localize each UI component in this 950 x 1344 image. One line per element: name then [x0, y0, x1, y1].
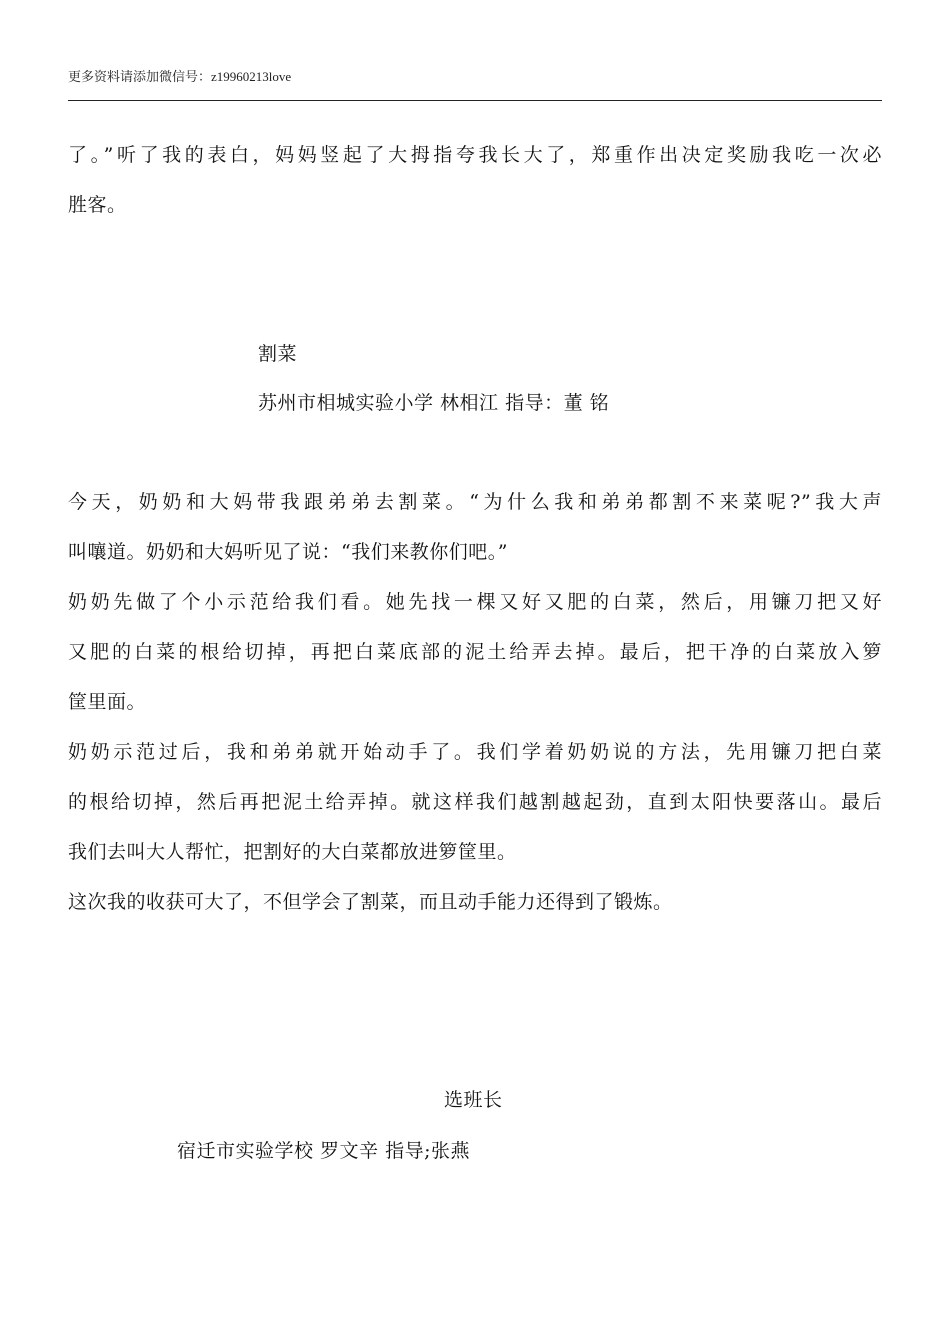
paragraph-line: 今天，奶奶和大妈带我跟弟弟去割菜。“为什么我和弟弟都割不来菜呢?”我大声: [68, 491, 882, 513]
continuation-line: 了。”听了我的表白，妈妈竖起了大拇指夸我长大了，郑重作出决定奖励我吃一次必: [68, 144, 882, 166]
paragraph-line: 奶奶示范过后，我和弟弟就开始动手了。我们学着奶奶说的方法，先用镰刀把白菜: [68, 741, 882, 763]
continuation-line: 胜客。: [68, 194, 127, 216]
header-divider: [68, 100, 882, 101]
paragraph-line: 叫嚷道。奶奶和大妈听见了说：“我们来教你们吧。”: [68, 541, 508, 563]
paragraph-line: 的根给切掉，然后再把泥土给弄掉。就这样我们越割越起劲，直到太阳快要落山。最后: [68, 791, 882, 813]
essay2-byline: 宿迁市实验学校 罗文辛 指导;张燕: [177, 1140, 470, 1162]
essay2-title: 选班长: [444, 1089, 503, 1111]
paragraph-line: 奶奶先做了个小示范给我们看。她先找一棵又好又肥的白菜，然后，用镰刀把又好: [68, 591, 882, 613]
essay1-byline: 苏州市相城实验小学 林相江 指导：董 铭: [258, 392, 610, 414]
paragraph-line: 这次我的收获可大了，不但学会了割菜，而且动手能力还得到了锻炼。: [68, 891, 673, 913]
paragraph-line: 又肥的白菜的根给切掉，再把白菜底部的泥土给弄去掉。最后，把干净的白菜放入箩: [68, 641, 882, 663]
paragraph-line: 我们去叫大人帮忙，把割好的大白菜都放进箩筐里。: [68, 841, 517, 863]
paragraph-line: 筐里面。: [68, 691, 147, 713]
essay1-title: 割菜: [258, 343, 298, 365]
page-header: 更多资料请添加微信号：z19960213love: [68, 69, 292, 84]
